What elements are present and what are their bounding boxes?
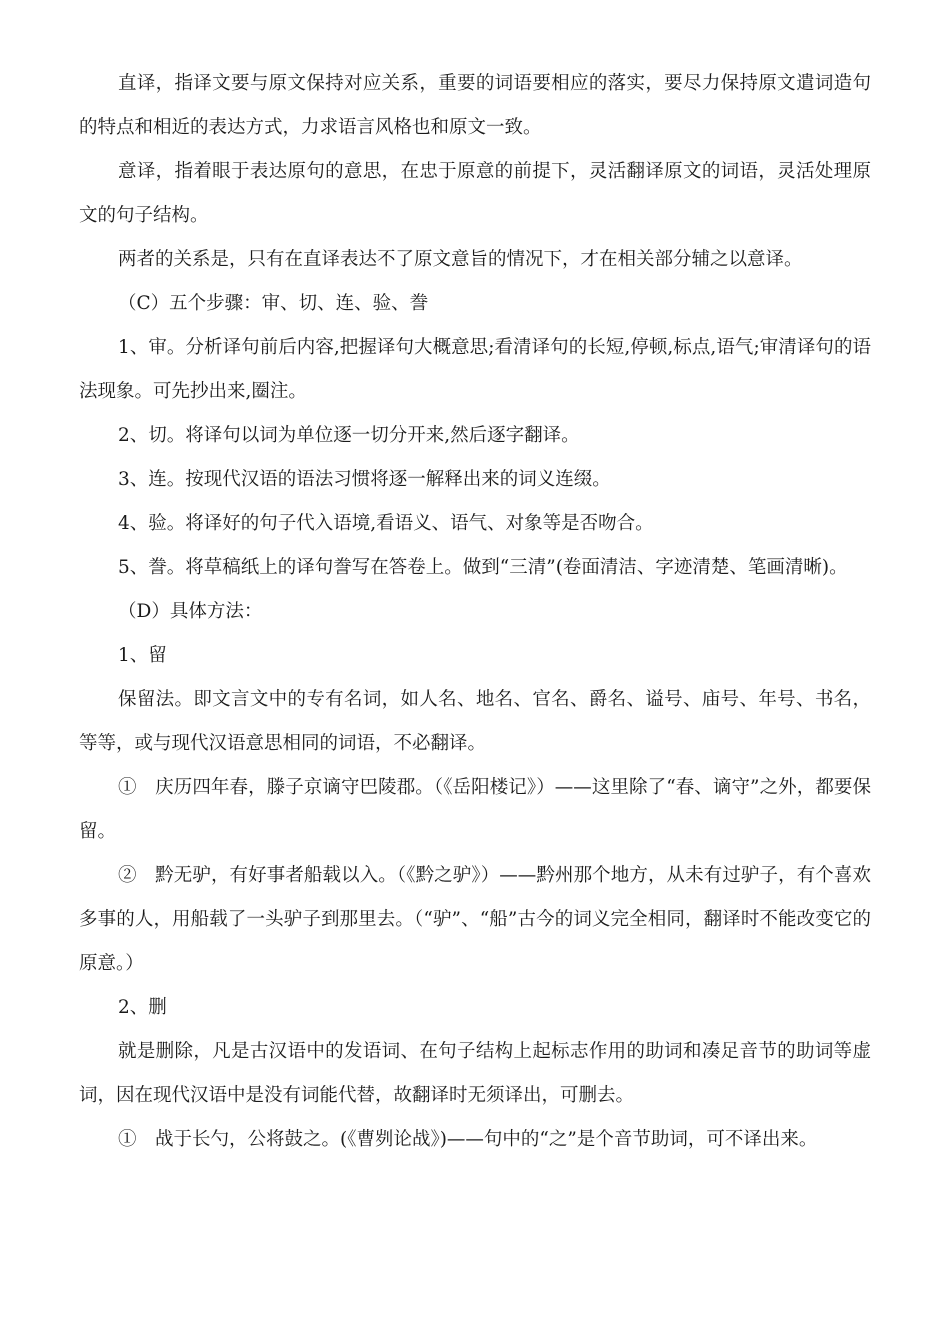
paragraph-free-translation: 意译，指着眼于表达原句的意思，在忠于原意的前提下，灵活翻译原文的词语，灵活处理原文的句子结构。 xyxy=(79,161,871,226)
method-2-example-1: ① 战于长勺，公将鼓之。(《曹刿论战》)——句中的“之”是个音节助词，可不译出来。 xyxy=(118,1129,818,1150)
method-1-description: 保留法。即文言文中的专有名词，如人名、地名、官名、爵名、谥号、庙号、年号、书名，等等，或与现代汉语意思相同的词语，不必翻译。 xyxy=(79,689,871,754)
paragraph-literal-translation: 直译，指译文要与原文保持对应关系，重要的词语要相应的落实，要尽力保持原文遣词造句的特点和相近的表达方式，力求语言风格也和原文一致。 xyxy=(79,73,871,138)
step-4-verify: 4、验。将译好的句子代入语境,看语义、语气、对象等是否吻合。 xyxy=(118,513,654,534)
section-heading-five-steps: （C）五个步骤：审、切、连、验、誊 xyxy=(118,293,429,314)
method-1-example-1: ① 庆历四年春，滕子京谪守巴陵郡。（《岳阳楼记》）——这里除了“春、谪守”之外，都要保留。 xyxy=(79,777,871,842)
document-page xyxy=(79,62,871,1162)
section-heading-methods: （D）具体方法： xyxy=(118,601,263,622)
step-5-copy: 5、誊。将草稿纸上的译句誊写在答卷上。做到“三清”(卷面清洁、字迹清楚、笔画清晰)。 xyxy=(118,557,848,578)
step-1-review: 1、审。分析译句前后内容,把握译句大概意思;看清译句的长短,停顿,标点,语气;审清译句的语法现象。可先抄出来,圈注。 xyxy=(79,337,871,402)
method-2-description: 就是删除，凡是古汉语中的发语词、在句子结构上起标志作用的助词和凑足音节的助词等虚词，因在现代汉语中是没有词能代替，故翻译时无须译出，可删去。 xyxy=(79,1041,871,1106)
method-1-heading: 1、留 xyxy=(118,645,167,666)
method-1-example-2: ② 黔无驴，有好事者船载以入。（《黔之驴》）——黔州那个地方，从未有过驴子，有个喜欢多事的人，用船载了一头驴子到那里去。（“驴”、“船”古今的词义完全相同，翻译时不能改变它的原意。） xyxy=(79,865,871,974)
method-2-heading: 2、删 xyxy=(118,997,167,1018)
step-3-connect: 3、连。按现代汉语的语法习惯将逐一解释出来的词义连缀。 xyxy=(118,469,611,490)
step-2-cut: 2、切。将译句以词为单位逐一切分开来,然后逐字翻译。 xyxy=(118,425,580,446)
paragraph-relationship: 两者的关系是，只有在直译表达不了原文意旨的情况下，才在相关部分辅之以意译。 xyxy=(118,249,803,270)
